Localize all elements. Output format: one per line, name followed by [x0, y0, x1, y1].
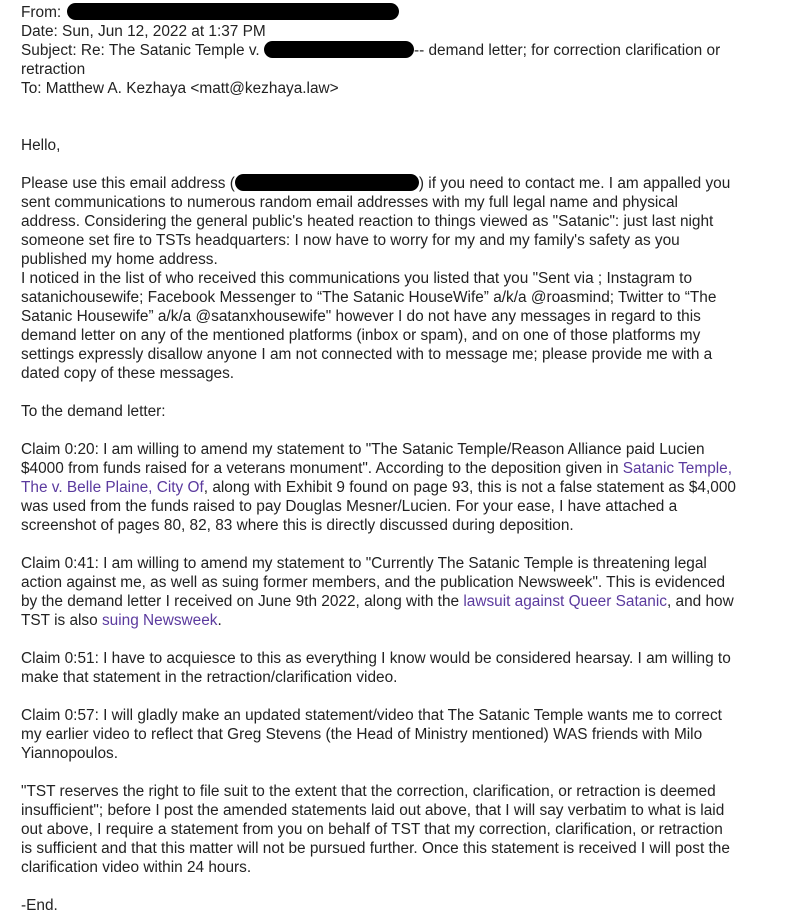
paragraph-claim-0-57: Claim 0:57: I will gladly make an updated statement/video that The Satanic Temple wants me to correct my earlier video to reflect that Greg Stevens (the Head of Ministry mentioned) WAS friends with Milo Yiannopoulos.: [21, 707, 722, 762]
redacted-subject-name: [264, 41, 414, 58]
paragraph-claim-0-51: Claim 0:51: I have to acquiesce to this as everything I know would be considered hearsay. I am willing to make that statement in the retraction/clarification video.: [21, 650, 731, 686]
case-link[interactable]: Satanic Temple,: [622, 460, 733, 477]
newsweek-link[interactable]: suing Newsweek: [101, 612, 218, 629]
redacted-email: [235, 174, 419, 191]
paragraph-claim-0-41: Claim 0:41: I am willing to amend my statement to "Currently The Satanic Temple is threatening legal action against me, as well as suing former members, and the publication Newsweek". This is evidenced by the demand letter I received on June 9th 2022, along with the lawsuit against Queer Satanic, and how TST is also suing Newsweek.: [21, 555, 734, 629]
from-line: [21, 3, 791, 22]
paragraph-closing: "TST reserves the right to file suit to the extent that the correction, clarification, or retraction is deemed insufficient"; before I post the amended statements laid out above, that I will say verbatim to what is laid out above, I require a statement from you on behalf of TST that my correction, clarification, or retraction is sufficient and that this matter will not be pursued further. Once this statement is received I will post the clarification video within 24 hours.: [21, 783, 730, 876]
redacted-sender: [67, 3, 399, 20]
from-label: From:: [21, 4, 62, 21]
greeting: Hello,: [21, 137, 61, 154]
to-line: To: Matthew A. Kezhaya <matt@kezhaya.law>: [21, 80, 339, 97]
lawsuit-link[interactable]: lawsuit against Queer Satanic: [463, 593, 667, 610]
subject-line-2: retraction: [21, 61, 86, 78]
signoff: -End.: [21, 897, 58, 914]
date-line: Date: Sun, Jun 12, 2022 at 1:37 PM: [21, 23, 266, 40]
case-link-cont[interactable]: The v. Belle Plaine, City Of: [21, 479, 204, 496]
demand-intro: To the demand letter:: [21, 403, 166, 420]
subject-line: Subject: Re: The Satanic Temple v. -- demand letter; for correction clarification or: [21, 42, 721, 59]
paragraph-contact: Please use this email address ( ) if you need to contact me. I am appalled you sent communications to numerous random email addresses with my full legal name and physical address. Considering the general public's heated reaction to things viewed as "Satanic": just last night someone set fire to TSTs headquarters: I now have to worry for my and my family's safety as you published my home address. I noticed in the list of who received this communications you listed that you "Sent via ; Instagram to satanichousewife; Facebook Messenger to “The Satanic HouseWife” a/k/a @roasmind; Twitter to “The Satanic Housewife” a/k/a @satanxhousewife" however I do not have any messages in regard to this demand letter on any of the mentioned platforms (inbox or spam), and on one of those platforms my settings expressly disallow anyone I am not connected with to message me; please provide me with a dated copy of these messages.: [21, 175, 731, 382]
paragraph-claim-0-20: Claim 0:20: I am willing to amend my statement to "The Satanic Temple/Reason Alliance paid Lucien $4000 from funds raised for a veterans monument". According to the deposition given in Satanic Temple, The v. Belle Plaine, City Of, along with Exhibit 9 found on page 93, this is not a false statement as $4,000 was used from the funds raised to pay Douglas Mesner/Lucien. For your ease, I have attached a screenshot of pages 80, 82, 83 where this is directly discussed during deposition.: [21, 441, 736, 534]
